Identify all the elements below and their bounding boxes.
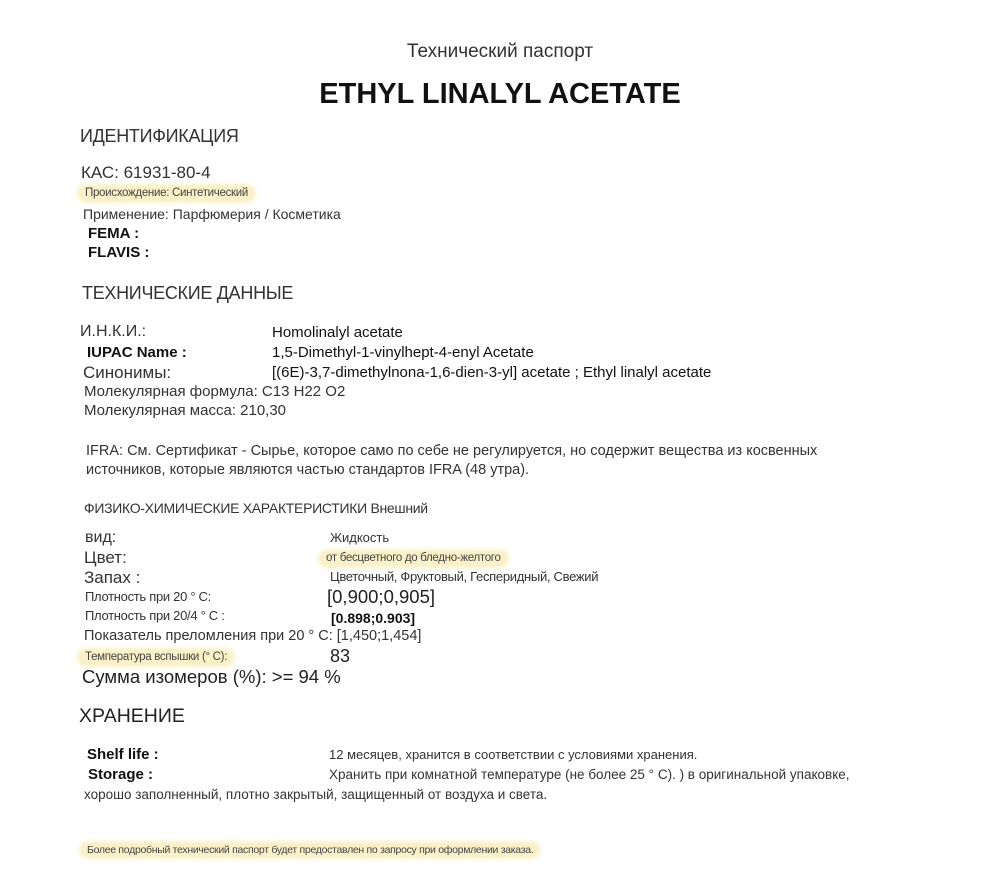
iupac-value: 1,5-Dimethyl-1-vinylhept-4-enyl Acetate	[272, 344, 534, 361]
appearance-label: вид:	[85, 529, 117, 546]
ifra-line-1: IFRA: См. Сертификат - Сырье, которое само по себе не регулируется, но содержит вещества из косвенных	[86, 443, 818, 459]
storage-heading: ХРАНЕНИЕ	[79, 705, 185, 727]
inci-label: И.Н.К.И.:	[80, 323, 147, 340]
molecular-formula: Молекулярная формула: C13 H22 O2	[84, 383, 346, 400]
synonyms-value: [(6E)-3,7-dimethylnona-1,6-dien-3-yl] acetate ; Ethyl linalyl acetate	[272, 364, 712, 381]
inci-value: Homolinalyl acetate	[272, 324, 403, 341]
technical-heading: ТЕХНИЧЕСКИЕ ДАННЫЕ	[82, 283, 294, 303]
synonyms-label: Синонимы:	[83, 363, 172, 382]
density-20-4-label: Плотность при 20/4 ° C :	[85, 608, 225, 623]
identification-heading: ИДЕНТИФИКАЦИЯ	[80, 126, 239, 146]
flash-point-value: 83	[330, 646, 351, 666]
shelf-life-label: Shelf life :	[87, 746, 159, 763]
iupac-label: IUPAC Name :	[87, 344, 187, 361]
odor-label: Запах :	[84, 568, 141, 587]
color-value: от бесцветного до бледно-желтого	[320, 551, 507, 566]
document-type: Технический паспорт	[406, 41, 594, 62]
origin-badge: Происхождение: Синтетический	[79, 186, 254, 201]
footer-note: Более подробный технический паспорт будет предоставлен по запросу при оформлении заказа.	[81, 843, 539, 857]
product-title: ETHYL LINALYL ACETATE	[319, 78, 681, 110]
ifra-line-2: источников, которые являются частью стандартов IFRA (48 утра).	[86, 462, 530, 478]
refractive-index: Показатель преломления при 20 ° C: [1,450;1,454]	[84, 628, 422, 644]
appearance-value: Жидкость	[330, 530, 390, 545]
color-label: Цвет:	[84, 548, 127, 567]
storage-label: Storage :	[88, 766, 154, 783]
cas-number: КАС: 61931-80-4	[81, 163, 211, 182]
density-20-value: [0,900;0,905]	[327, 586, 436, 607]
odor-value: Цветочный, Фруктовый, Гесперидный, Свежий	[330, 569, 599, 584]
application: Применение: Парфюмерия / Косметика	[83, 206, 341, 222]
storage-value: Хранить при комнатной температуре (не более 25 ° C). ) в оригинальной упаковке,	[329, 767, 850, 782]
physchem-heading: ФИЗИКО-ХИМИЧЕСКИЕ ХАРАКТЕРИСТИКИ Внешний	[84, 500, 428, 516]
density-20-4-value: [0.898;0.903]	[331, 610, 416, 626]
density-20-label: Плотность при 20 ° C:	[85, 589, 211, 604]
molecular-mass: Молекулярная масса: 210,30	[84, 402, 287, 419]
fema-label: FEMA :	[88, 225, 140, 242]
flavis-label: FLAVIS :	[88, 244, 150, 261]
flash-point-label: Температура вспышки (° C):	[79, 650, 233, 665]
isomers-sum: Сумма изомеров (%): >= 94 %	[82, 666, 341, 687]
shelf-life-value: 12 месяцев, хранится в соответствии с условиями хранения.	[329, 747, 698, 762]
storage-value-line-2: хорошо заполненный, плотно закрытый, защищенный от воздуха и света.	[84, 787, 548, 802]
